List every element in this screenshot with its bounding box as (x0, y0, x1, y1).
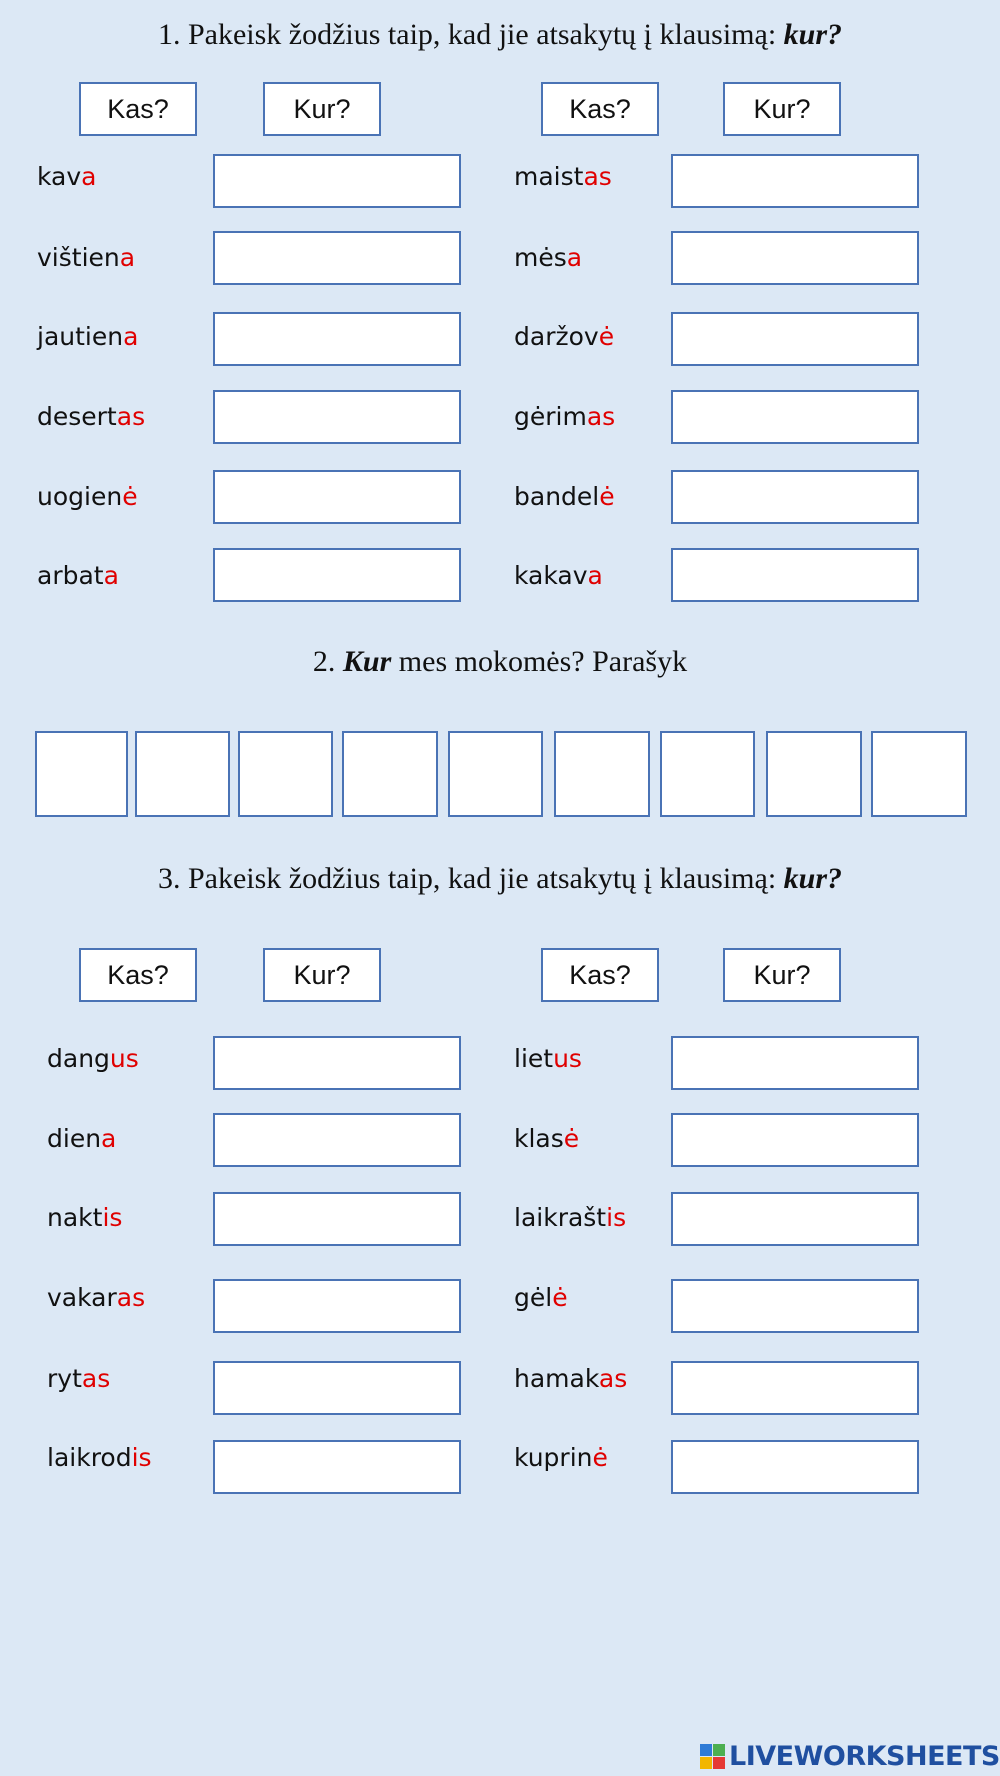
word-item: kuprinė (514, 1443, 608, 1472)
section-1-title: 1. Pakeisk žodžius taip, kad jie atsakytų į klausimą: kur? (157, 18, 843, 51)
answer-input[interactable] (213, 312, 461, 366)
answer-input[interactable] (213, 470, 461, 524)
word-item: uogienė (37, 482, 138, 511)
word-item: gėlė (514, 1283, 568, 1312)
answer-input[interactable] (671, 312, 919, 366)
section-3-title: 3. Pakeisk žodžius taip, kad jie atsakytų į klausimą: kur? (157, 862, 843, 895)
word-item: lietus (514, 1044, 582, 1073)
answer-input[interactable] (671, 231, 919, 285)
section-2-title: 2. Kur mes mokomės? Parašyk (312, 645, 688, 678)
answer-input[interactable] (671, 548, 919, 602)
header-kas-left: Kas? (79, 948, 197, 1002)
word-item: gėrimas (514, 402, 616, 431)
header-kur-left: Kur? (263, 948, 381, 1002)
brand-name: LIVEWORKSHEETS (729, 1740, 1000, 1772)
answer-input[interactable] (213, 1036, 461, 1090)
answer-input[interactable] (213, 1192, 461, 1246)
word-item: vakaras (47, 1283, 146, 1312)
letter-box[interactable] (766, 731, 862, 817)
answer-input[interactable] (213, 548, 461, 602)
word-item: kava (37, 162, 97, 191)
answer-input[interactable] (671, 1192, 919, 1246)
header-kur-left: Kur? (263, 82, 381, 136)
answer-input[interactable] (671, 1440, 919, 1494)
answer-input[interactable] (213, 1440, 461, 1494)
word-item: kakava (514, 561, 603, 590)
header-kas-right: Kas? (541, 948, 659, 1002)
word-item: maistas (514, 162, 612, 191)
letter-box[interactable] (35, 731, 128, 817)
word-item: hamakas (514, 1364, 628, 1393)
word-item: desertas (37, 402, 146, 431)
answer-input[interactable] (671, 390, 919, 444)
letter-box[interactable] (871, 731, 967, 817)
word-item: bandelė (514, 482, 615, 511)
letter-box[interactable] (448, 731, 543, 817)
letter-box[interactable] (554, 731, 650, 817)
answer-input[interactable] (671, 1279, 919, 1333)
answer-input[interactable] (213, 1361, 461, 1415)
letter-box[interactable] (342, 731, 438, 817)
answer-input[interactable] (671, 470, 919, 524)
answer-input[interactable] (671, 1361, 919, 1415)
header-kur-right: Kur? (723, 948, 841, 1002)
word-item: arbata (37, 561, 119, 590)
answer-input[interactable] (671, 1113, 919, 1167)
letter-box[interactable] (135, 731, 230, 817)
word-item: daržovė (514, 322, 615, 351)
answer-input[interactable] (213, 154, 461, 208)
word-item: diena (47, 1124, 117, 1153)
answer-input[interactable] (213, 1279, 461, 1333)
answer-input[interactable] (671, 1036, 919, 1090)
header-kas-right: Kas? (541, 82, 659, 136)
word-item: rytas (47, 1364, 111, 1393)
answer-input[interactable] (213, 1113, 461, 1167)
answer-input[interactable] (213, 231, 461, 285)
answer-input[interactable] (671, 154, 919, 208)
logo-icon (700, 1744, 725, 1769)
word-item: mėsa (514, 243, 583, 272)
word-item: vištiena (37, 243, 136, 272)
word-item: dangus (47, 1044, 139, 1073)
header-kas-left: Kas? (79, 82, 197, 136)
letter-box[interactable] (660, 731, 755, 817)
word-item: naktis (47, 1203, 123, 1232)
letter-box[interactable] (238, 731, 333, 817)
answer-input[interactable] (213, 390, 461, 444)
header-kur-right: Kur? (723, 82, 841, 136)
liveworksheets-logo (700, 1740, 1000, 1772)
word-item: laikrodis (47, 1443, 152, 1472)
word-item: laikraštis (514, 1203, 627, 1232)
word-item: klasė (514, 1124, 580, 1153)
word-item: jautiena (37, 322, 139, 351)
